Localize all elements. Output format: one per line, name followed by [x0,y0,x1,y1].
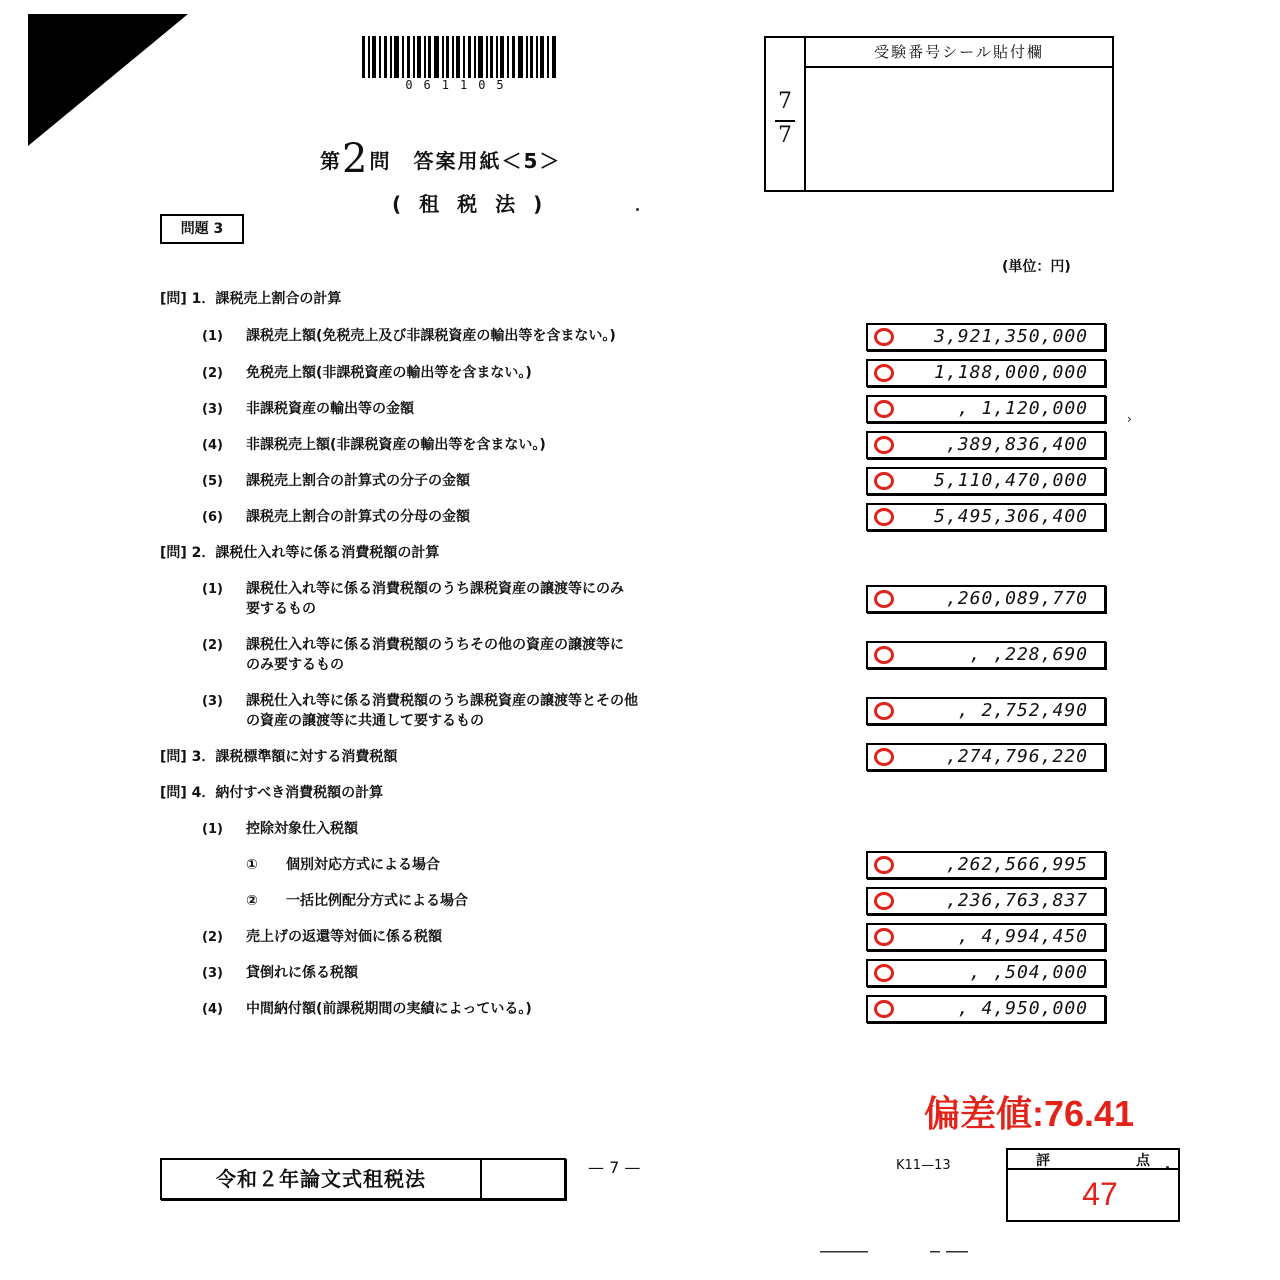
sheet-subtitle: (租税法) [392,192,561,216]
correct-mark-icon [874,964,894,982]
answer-value: ,262,566,995 [945,854,1088,875]
problem-label: 問題 3 [160,214,244,244]
item-label-cont: のみ要するもの [246,657,344,673]
subject-label: 令和２年論文式租税法 [162,1160,482,1198]
item-number: (2) [202,366,223,381]
correct-mark-icon [874,472,894,490]
correct-mark-icon [874,646,894,664]
item-label: 非課税売上額(非課税資産の輸出等を含まない。) [246,437,546,453]
title-number: 2 [342,136,370,182]
item-label: 課税仕入れ等に係る消費税額のうち課税資産の譲渡等とその他 [246,693,638,709]
form-code: K11—13 [896,1158,951,1173]
answer-box[interactable] [866,641,1106,669]
section-q3: [問] 3．課税標準額に対する消費税額 [160,749,398,765]
correct-mark-icon [874,928,894,946]
item-label: 個別対応方式による場合 [286,857,440,873]
answer-value: , 1,120,000 [957,398,1088,419]
section-q2: [問] 2．課税仕入れ等に係る消費税額の計算 [160,545,440,561]
score-label-right: 点 [1136,1153,1150,1169]
sheet-title [320,136,561,182]
answer-box[interactable] [866,995,1106,1023]
page-number: — 7 — [588,1158,641,1177]
answer-box[interactable] [866,851,1106,879]
answer-value: ,274,796,220 [945,746,1088,767]
correct-mark-icon [874,748,894,766]
answer-box[interactable] [866,395,1106,423]
item-label: 課税売上割合の計算式の分子の金額 [246,473,470,489]
item-number: (4) [202,1002,223,1017]
item-number: (3) [202,402,223,417]
answer-value: , ,228,690 [969,644,1088,665]
score-label-left: 評 [1036,1153,1050,1169]
item-number: (5) [202,474,223,489]
correct-mark-icon [874,702,894,720]
answer-value: ,236,763,837 [945,890,1088,911]
item-number: (4) [202,438,223,453]
item-number: (2) [202,930,223,945]
correct-mark-icon [874,400,894,418]
correct-mark-icon [874,1000,894,1018]
item-number: (1) [202,582,223,597]
subject-box [160,1158,566,1200]
answer-value: 1,188,000,000 [934,362,1088,383]
title-suffix: 問 答案用紙＜5＞ [369,149,562,173]
answer-value: , 2,752,490 [957,700,1088,721]
item-label-cont: 要するもの [246,601,316,617]
speck [636,208,639,211]
page-fraction [766,88,804,150]
item-label-cont: の資産の譲渡等に共通して要するもの [246,713,484,729]
item-label: 課税売上額(免税売上及び非課税資産の輸出等を含まない。) [246,328,616,344]
fraction-bottom: 7 [778,123,792,148]
barcode [362,36,558,78]
item-number: (3) [202,694,223,709]
item-label: 貸倒れに係る税額 [246,965,358,981]
seal-page-cell [766,38,806,190]
correct-mark-icon [874,590,894,608]
answer-box[interactable] [866,743,1106,771]
answer-box[interactable] [866,431,1106,459]
answer-value: 5,495,306,400 [934,506,1088,527]
item-label: 控除対象仕入税額 [246,821,358,837]
fraction-top: 7 [778,89,792,114]
correct-mark-icon [874,892,894,910]
item-label: 売上げの返還等対価に係る税額 [246,929,442,945]
barcode-number: 061105 [405,78,515,92]
item-number: (1) [202,329,223,344]
answer-value: 5,110,470,000 [934,470,1088,491]
item-label: 非課税資産の輸出等の金額 [246,401,414,417]
answer-value: , 4,950,000 [957,998,1088,1019]
seal-box [764,36,1114,192]
item-label: 免税売上額(非課税資産の輸出等を含まない。) [246,365,532,381]
item-label: 中間納付額(前課税期間の実績によっている。) [246,1001,532,1017]
answer-value: ,260,089,770 [945,588,1088,609]
score-box [1006,1148,1180,1222]
answer-box[interactable] [866,323,1106,351]
answer-box[interactable] [866,923,1106,951]
title-prefix: 第 [320,149,342,173]
stray-mark: › [1127,412,1132,426]
item-label: 課税仕入れ等に係る消費税額のうち課税資産の譲渡等にのみ [246,581,624,597]
correct-mark-icon [874,856,894,874]
corner-mark [28,14,188,146]
answer-box[interactable] [866,697,1106,725]
answer-box[interactable] [866,467,1106,495]
item-number: (1) [202,822,223,837]
seal-title: 受験番号シール貼付欄 [806,38,1112,68]
answer-box[interactable] [866,503,1106,531]
section-q4: [問] 4．納付すべき消費税額の計算 [160,785,384,801]
item-label: 一括比例配分方式による場合 [286,893,468,909]
answer-box[interactable] [866,887,1106,915]
item-number: ① [246,857,258,873]
answer-value: ,389,836,400 [945,434,1088,455]
answer-box[interactable] [866,585,1106,613]
correct-mark-icon [874,328,894,346]
item-number: (3) [202,966,223,981]
item-number: (2) [202,638,223,653]
answer-value: 3,921,350,000 [934,326,1088,347]
section-q1: [問] 1．課税売上割合の計算 [160,291,342,307]
item-label: 課税仕入れ等に係る消費税額のうちその他の資産の譲渡等に [246,637,624,653]
correct-mark-icon [874,436,894,454]
score-value: 47 [1082,1176,1118,1212]
answer-value: , 4,994,450 [957,926,1088,947]
item-number: ② [246,893,258,909]
score-header [1008,1150,1178,1170]
correct-mark-icon [874,364,894,382]
fraction-line [775,120,795,122]
unit-label: (単位：円) [1002,259,1071,275]
deviation-score: 偏差値:76.41 [924,1093,1135,1134]
item-label: 課税売上割合の計算式の分母の金額 [246,509,470,525]
correct-mark-icon [874,508,894,526]
answer-box[interactable] [866,359,1106,387]
item-number: (6) [202,510,223,525]
stray-lines [820,1248,970,1256]
answer-box[interactable] [866,959,1106,987]
answer-value: , ,504,000 [969,962,1088,983]
